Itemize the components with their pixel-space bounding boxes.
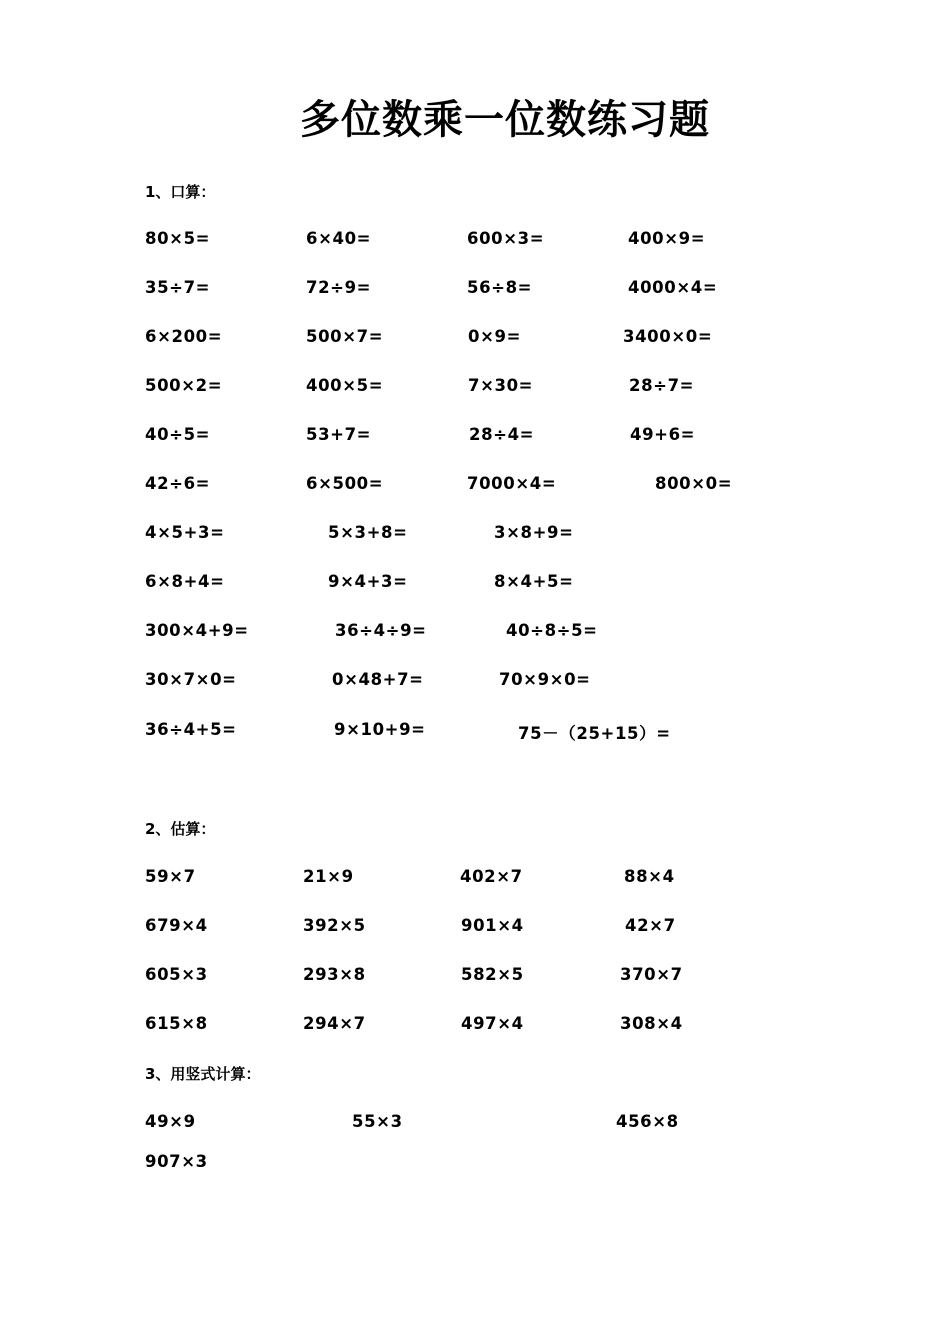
oral-row xyxy=(0,474,950,496)
oral-row xyxy=(0,523,950,545)
oral-row xyxy=(0,229,950,251)
problem: 56÷8= xyxy=(467,278,533,297)
problem: 582×5 xyxy=(461,965,524,984)
problem: 28÷7= xyxy=(629,376,695,395)
problem: 500×2= xyxy=(145,376,223,395)
problem: 402×7 xyxy=(460,867,523,886)
problem: 456×8 xyxy=(616,1112,679,1131)
problem: 300×4+9= xyxy=(145,621,249,640)
problem: 615×8 xyxy=(145,1014,208,1033)
problem: 21×9 xyxy=(303,867,354,886)
problem: 42×7 xyxy=(625,916,676,935)
problem: 88×4 xyxy=(624,867,675,886)
problem: 30×7×0= xyxy=(145,670,237,689)
problem: 9×10+9= xyxy=(334,720,426,739)
oral-row xyxy=(0,720,950,742)
oral-row xyxy=(0,670,950,692)
problem: 8×4+5= xyxy=(494,572,574,591)
problem: 7×30= xyxy=(468,376,534,395)
problem: 308×4 xyxy=(620,1014,683,1033)
problem: 49+6= xyxy=(630,425,696,444)
page-title: 多位数乘一位数练习题 xyxy=(300,96,710,143)
problem: 7000×4= xyxy=(467,474,557,493)
problem: 3×8+9= xyxy=(494,523,574,542)
estimate-row xyxy=(0,965,950,987)
problem: 0×48+7= xyxy=(332,670,424,689)
problem: 293×8 xyxy=(303,965,366,984)
problem: 6×40= xyxy=(306,229,372,248)
problem: 907×3 xyxy=(145,1152,208,1171)
problem: 40÷8÷5= xyxy=(506,621,598,640)
problem: 53+7= xyxy=(306,425,372,444)
problem: 497×4 xyxy=(461,1014,524,1033)
problem: 400×9= xyxy=(628,229,706,248)
problem: 6×200= xyxy=(145,327,223,346)
problem: 294×7 xyxy=(303,1014,366,1033)
problem: 5×3+8= xyxy=(328,523,408,542)
problem: 35÷7= xyxy=(145,278,211,297)
oral-row xyxy=(0,278,950,300)
problem: 6×8+4= xyxy=(145,572,225,591)
problem: 0×9= xyxy=(468,327,522,346)
section-1-label: 1、口算： xyxy=(145,183,216,201)
problem: 6×500= xyxy=(306,474,384,493)
problem: 9×4+3= xyxy=(328,572,408,591)
oral-row xyxy=(0,621,950,643)
section-2-label: 2、估算： xyxy=(145,820,216,838)
oral-row xyxy=(0,327,950,349)
problem: 36÷4+5= xyxy=(145,720,237,739)
problem: 4×5+3= xyxy=(145,523,225,542)
problem: 80×5= xyxy=(145,229,211,248)
problem: 392×5 xyxy=(303,916,366,935)
problem: 72÷9= xyxy=(306,278,372,297)
problem: 605×3 xyxy=(145,965,208,984)
estimate-row xyxy=(0,867,950,889)
oral-row xyxy=(0,425,950,447)
oral-row xyxy=(0,572,950,594)
problem: 800×0= xyxy=(655,474,733,493)
section-3-label: 3、用竖式计算： xyxy=(145,1065,261,1083)
problem: 679×4 xyxy=(145,916,208,935)
problem: 4000×4= xyxy=(628,278,718,297)
problem: 40÷5= xyxy=(145,425,211,444)
problem: 70×9×0= xyxy=(499,670,591,689)
problem: 400×5= xyxy=(306,376,384,395)
problem: 901×4 xyxy=(461,916,524,935)
estimate-row xyxy=(0,1014,950,1036)
problem: 28÷4= xyxy=(469,425,535,444)
problem: 75－（25+15）= xyxy=(518,724,671,743)
problem: 3400×0= xyxy=(623,327,713,346)
problem: 49×9 xyxy=(145,1112,196,1131)
vertical-calc-row xyxy=(0,1152,950,1174)
problem: 42÷6= xyxy=(145,474,211,493)
problem: 370×7 xyxy=(620,965,683,984)
problem: 36÷4÷9= xyxy=(335,621,427,640)
problem: 59×7 xyxy=(145,867,196,886)
estimate-row xyxy=(0,916,950,938)
problem: 500×7= xyxy=(306,327,384,346)
problem: 600×3= xyxy=(467,229,545,248)
oral-row xyxy=(0,376,950,398)
vertical-calc-row xyxy=(0,1112,950,1134)
problem: 55×3 xyxy=(352,1112,403,1131)
